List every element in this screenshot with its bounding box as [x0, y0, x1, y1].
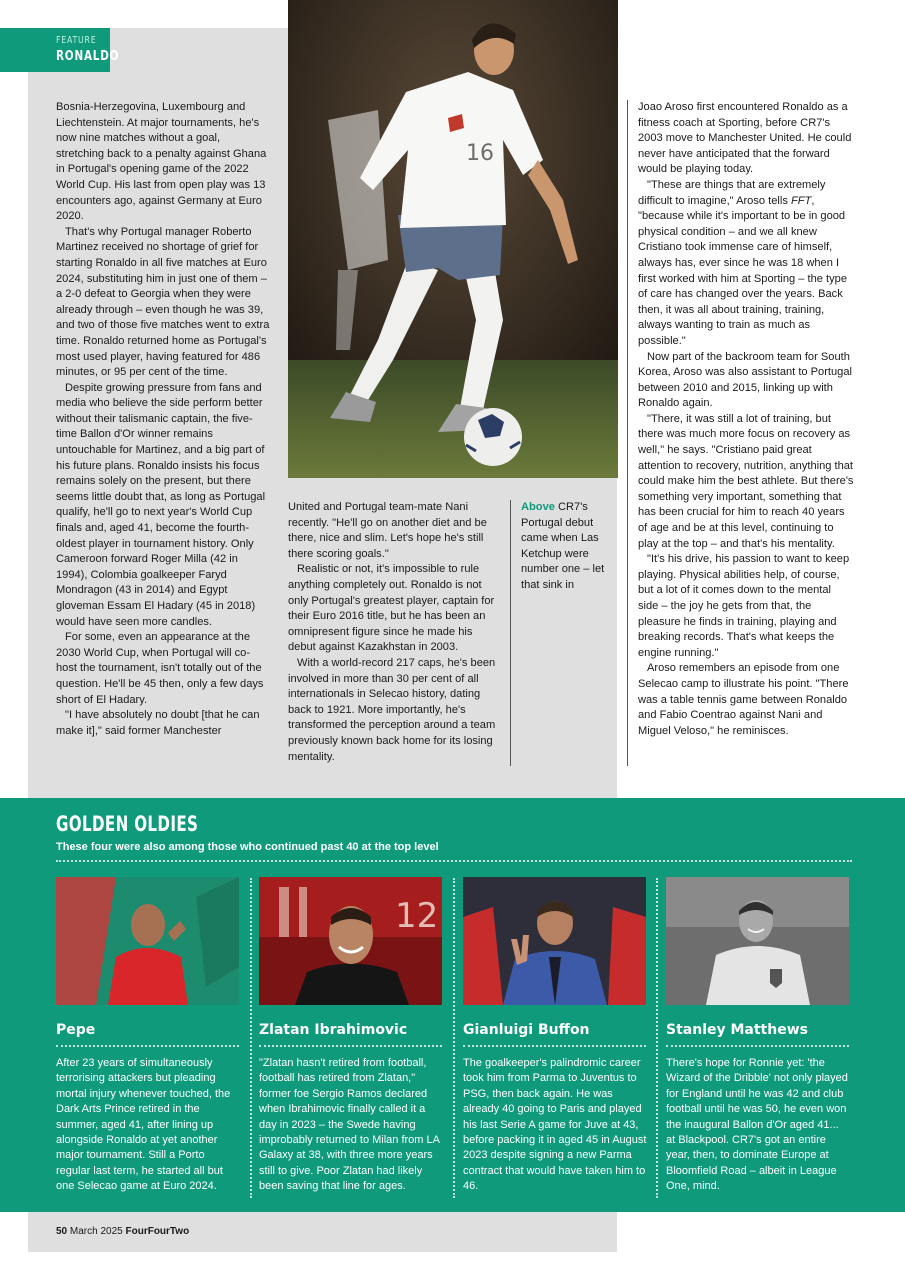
- paragraph: With a world-record 217 caps, he's been involved in more than 30 per cent of all internationals in Selecao history, dating back to 1921. More importantly, he's transformed the perception around a team previously known back home for its losing mentality.: [288, 656, 496, 763]
- caption-text: CR7's Portugal debut came when Las Ketchup were number one – let that sink in: [521, 501, 605, 591]
- dotted-divider: [259, 1045, 442, 1047]
- card-name-matthews: Stanley Matthews: [666, 1022, 808, 1038]
- paragraph: Bosnia-Herzegovina, Luxembourg and Liechtenstein. At major tournaments, he's now nine matches without a goal, stretching back to a penalty against Ghana in Portugal's opening game of the 2022 World Cup. His last from open play was 13 encounters ago, against Germany at Euro 2020.: [56, 101, 267, 223]
- caption-label: Above: [521, 501, 555, 513]
- column-divider: [627, 100, 628, 766]
- dotted-divider: [463, 1045, 646, 1047]
- paragraph: "There, it was still a lot of training, but there was much more focus on recovery as well," he says. "Cristiano paid great attention to recovery, nutrition, anything that could make him the best athlete. But there's something very important, something that has been crucial for him to reach 40 years of age and be at this level, continuing to play at the top – and that's his mentality.: [638, 412, 854, 550]
- paragraph: [638, 178, 854, 350]
- paragraph: Realistic or not, it's impossible to rule anything completely out. Ronaldo is not only Portugal's greatest player, captain for their Euro 2016 title, but he has been an omnipresent figure since he made his debut against Kazakhstan in 2003.: [288, 563, 495, 654]
- svg-text:16: 16: [466, 141, 494, 166]
- ronaldo-debut-photo: [288, 0, 618, 478]
- card-name-buffon: Gianluigi Buffon: [463, 1022, 590, 1038]
- ronaldo-illustration: [288, 0, 618, 478]
- card-text-zlatan: "Zlatan hasn't retired from football, football has retired from Zlatan," former foe Sergio Ramos declared when Ibrahimovic finally called it a day in 2023 – the Swede having improbably returned to Milan from LA Galaxy at 38, with three more years still to give. Poor Zlatan had likely been saving that line for ages.: [259, 1057, 440, 1193]
- paragraph: "I have absolutely no doubt [that he can make it]," said former Manchester: [56, 709, 260, 737]
- dotted-divider: [56, 1045, 239, 1047]
- section-label: FEATURE: [56, 35, 97, 46]
- card-text-matthews: There's hope for Ronnie yet: 'the Wizard of the Dribble' not only played for England until he was 42 and club football until he was 50, he even won the inaugural Ballon d'Or aged 41... at Blackpool. CR7's got an entire year, then, to dominate Europe at Bloomfield Road – albeit in League One, mind.: [666, 1057, 848, 1193]
- paragraph: Despite growing pressure from fans and media who believe the side perform better without their talismanic captain, the five-time Ballon d'Or winner remains untouchable for Martinez, and a big part of his future plans. Ronaldo insists his focus remains solely on the present, but there seems little doubt that, as long as Portugal qualify, he'll go to next year's World Cup finals and, aged 41, become the fourth-oldest player in tournament history. Only Cameroon forward Roger Milla (42 in 1994), Colombia goalkeeper Faryd Mondragon (43 in 2014) and Egypt gloveman Essam El Hadary (45 in 2018) would have seen more candles.: [56, 381, 266, 628]
- column-divider: [510, 500, 511, 766]
- magazine-name: FourFourTwo: [125, 1226, 190, 1237]
- paragraph: "It's his drive, his passion to want to keep playing. Physical abilities help, of course, but a lot of it comes down to the mental side – the joy he gets from that, the pleasure he finds in training, playing and breaking records. That's what keeps the engine running.": [638, 553, 850, 659]
- dotted-divider: [56, 860, 852, 862]
- card-text-pepe: After 23 years of simultaneously terrorising attackers but pleading mortal injury whenever touched, the Dark Arts Prince retired in the summer, aged 41, after lining up alongside Ronaldo at yet another major tournament. Still a Porto regular last term, he started all but one Selecao game at Euro 2024.: [56, 1057, 231, 1193]
- paragraph-part: , "because while it's important to be in good physical condition – and we all knew Cristiano took immense care of himself, always has, ever since he was 18 when I first worked with him at Sporting – the type of care has changed over the years. Back then, it was all about training, training, always wanting to train as much as possible.": [638, 194, 848, 347]
- dotted-divider: [453, 878, 455, 1198]
- article-column-2: [288, 500, 502, 765]
- golden-oldies-subtitle: These four were also among those who continued past 40 at the top level: [56, 841, 439, 853]
- paragraph: Joao Aroso first encountered Ronaldo as a fitness coach at Sporting, before CR7's 2003 move to Manchester United. He could never have anticipated that the forward would be playing today.: [638, 101, 852, 176]
- card-name-pepe: Pepe: [56, 1022, 96, 1038]
- issue-date: March 2025: [69, 1226, 123, 1237]
- pepe-photo: [56, 877, 239, 1005]
- paragraph: Now part of the backroom team for South Korea, Aroso was also assistant to Portugal between 2010 and 2015, linking up with Ronaldo again.: [638, 350, 852, 410]
- golden-oldies-title: GOLDEN OLDIES: [56, 812, 199, 836]
- dotted-divider: [656, 878, 658, 1198]
- photo-caption: [521, 500, 607, 594]
- paragraph-part: "These are things that are extremely difficult to imagine," Aroso tells: [638, 178, 826, 207]
- magazine-abbrev: FFT: [790, 194, 812, 207]
- page-number: 50: [56, 1226, 68, 1237]
- buffon-photo: [463, 877, 646, 1005]
- paragraph: United and Portugal team-mate Nani recently. "He'll go on another diet and be there, nice and slim. Let's hope he's still there scoring goals.": [288, 501, 487, 560]
- card-name-zlatan: Zlatan Ibrahimovic: [259, 1022, 408, 1038]
- matthews-photo: [666, 877, 849, 1005]
- paragraph: For some, even an appearance at the 2030 World Cup, when Portugal will co-host the tournament, isn't totally out of the question. He'll be 45 then, only a few days short of El Hadary.: [56, 631, 264, 706]
- dotted-divider: [250, 878, 252, 1198]
- article-column-1: [56, 100, 270, 739]
- feature-subject: RONALDO: [56, 49, 120, 64]
- zlatan-photo: [259, 877, 442, 1005]
- page-footer: [56, 1226, 189, 1237]
- svg-text:12: 12: [395, 896, 439, 936]
- card-text-buffon: The goalkeeper's palindromic career took him from Parma to Juventus to PSG, then back again. He was already 40 going to Paris and played his last Serie A game for Juve at 43, before packing it in aged 45 in August 2023 despite signing a new Parma contract that would have taken him to 46.: [463, 1057, 647, 1193]
- dotted-divider: [666, 1045, 849, 1047]
- paragraph: That's why Portugal manager Roberto Martinez received no shortage of grief for starting Ronaldo in all five matches at Euro 2024, substituting him in just one of them – a 2-0 defeat to Georgia when they were already through – even though he was 39, and two of those five matches went to extra time. Ronaldo returned home as Portugal's most used player, having featured for 486 minutes, or 95 per cent of the time.: [56, 225, 270, 379]
- article-column-4: [638, 100, 854, 739]
- paragraph: Aroso remembers an episode from one Selecao camp to illustrate his point. "There was a table tennis game between Ronaldo and Fabio Coentrao against Nani and Miguel Veloso," he reminisces.: [638, 662, 849, 737]
